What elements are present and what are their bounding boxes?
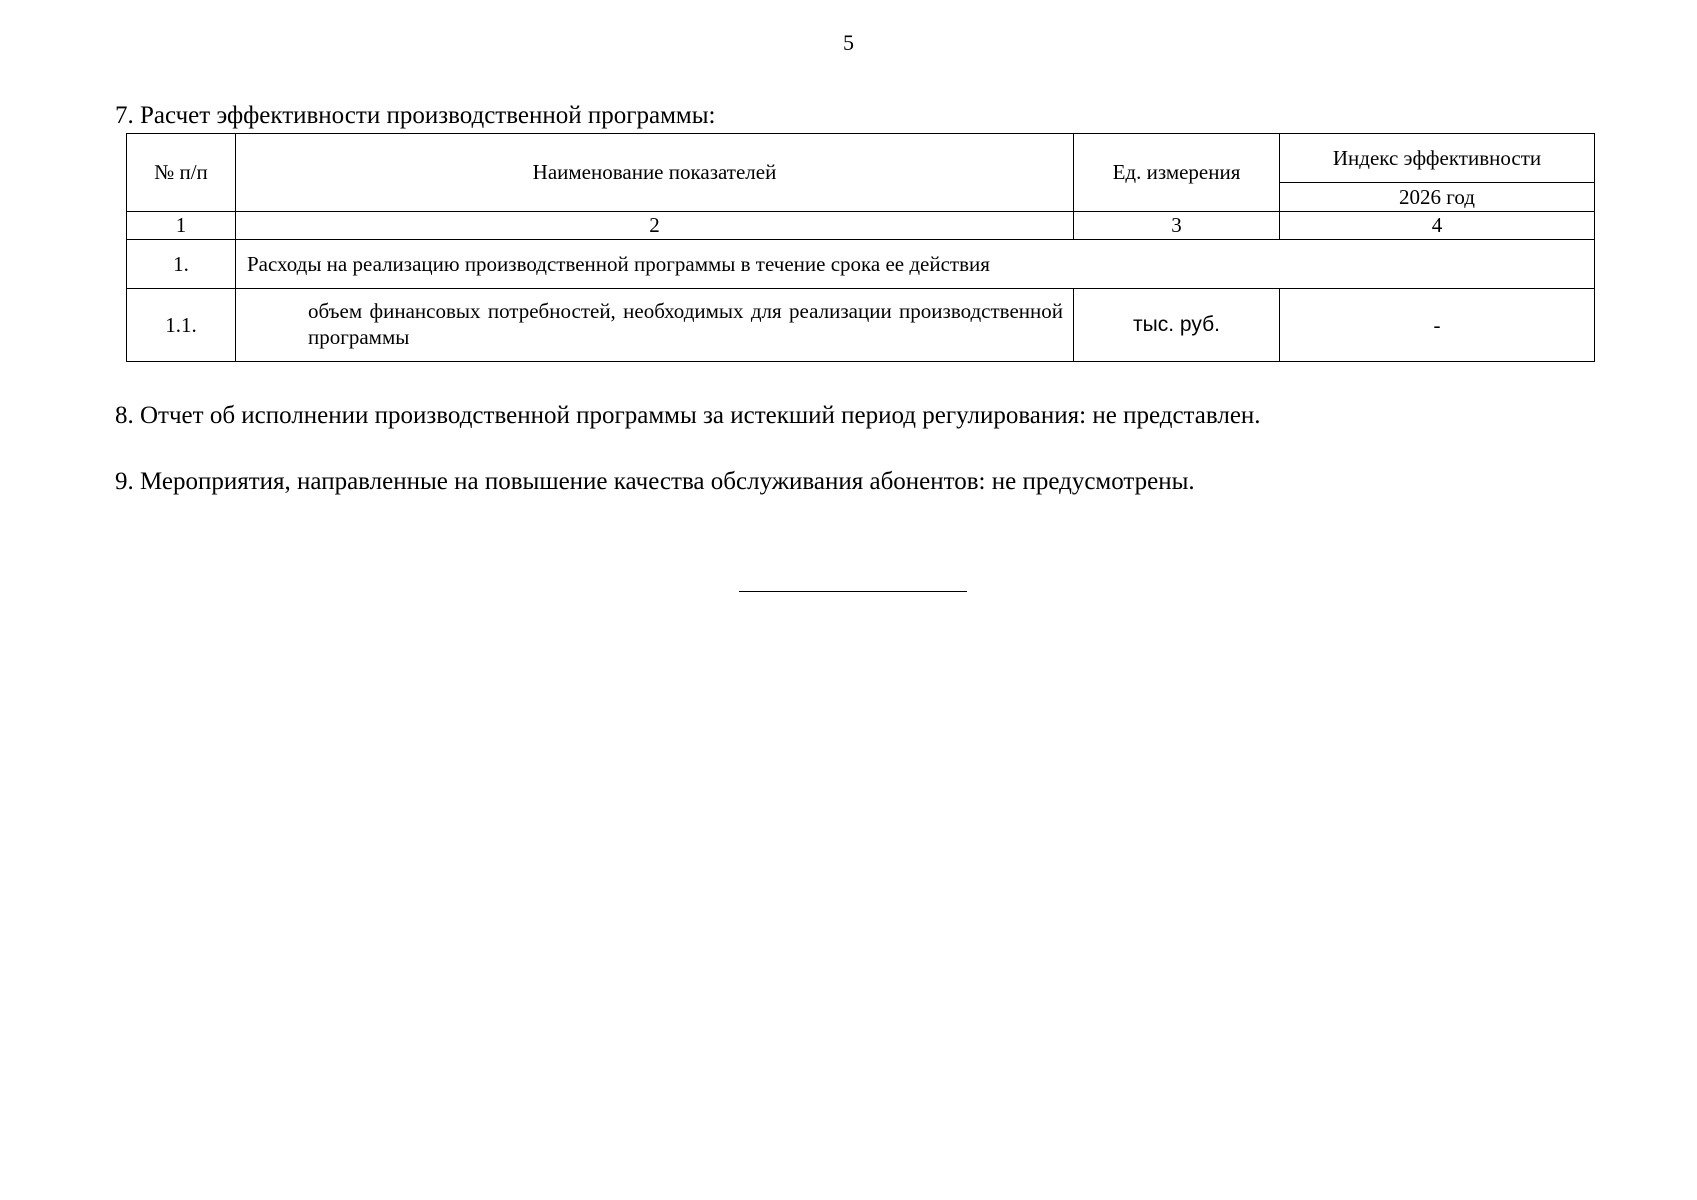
row-number-cell: 1. — [127, 240, 236, 289]
section-9-text: 9. Мероприятия, направленные на повышение качества обслуживания абонентов: не предусмотрены. — [115, 468, 1195, 495]
row-unit-cell: тыс. руб. — [1074, 289, 1280, 362]
column-number-cell: 1 — [127, 212, 236, 240]
column-numbers-row — [127, 212, 1595, 240]
header-col-year: 2026 год — [1280, 183, 1595, 212]
column-number-cell: 2 — [236, 212, 1074, 240]
column-number-cell: 3 — [1074, 212, 1280, 240]
row-indicator-name: объем финансовых потребностей, необходимых для реализации производственной программы — [236, 289, 1074, 362]
section-7-heading: 7. Расчет эффективности производственной программы: — [115, 102, 716, 129]
header-col-unit: Ед. измерения — [1074, 134, 1280, 212]
table-header-row — [127, 134, 1595, 183]
header-col-name: Наименование показателей — [236, 134, 1074, 212]
row-value-cell: - — [1280, 289, 1595, 362]
row-section-title: Расходы на реализацию производственной программы в течение срока ее действия — [236, 240, 1595, 289]
header-col-index: Индекс эффективности — [1280, 134, 1595, 183]
header-col-number: № п/п — [127, 134, 236, 212]
row-number-cell: 1.1. — [127, 289, 236, 362]
table-row — [127, 240, 1595, 289]
efficiency-table — [126, 133, 1595, 362]
section-8-text: 8. Отчет об исполнении производственной программы за истекший период регулирования: не представлен. — [115, 402, 1261, 429]
table-row — [127, 289, 1595, 362]
column-number-cell: 4 — [1280, 212, 1595, 240]
page-number: 5 — [843, 30, 854, 55]
end-of-document-rule — [739, 591, 967, 592]
